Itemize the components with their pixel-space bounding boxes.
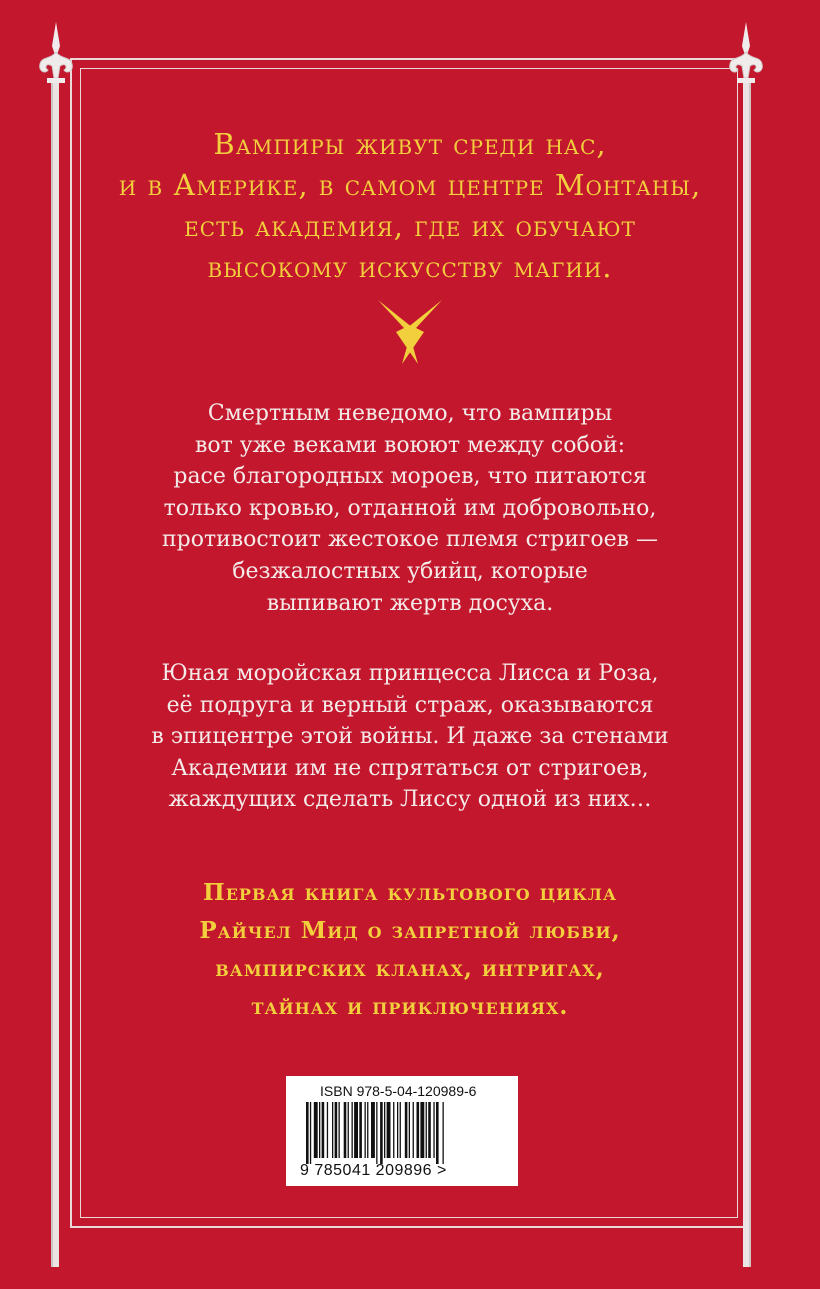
barcode-bar [348,1102,349,1158]
barcode-bar [332,1102,333,1158]
isbn-label: ISBN 978-5-04-120989-6 [320,1083,477,1099]
paragraph-line: только кровью, отданной им добровольно, [163,495,657,521]
barcode-bar [417,1102,420,1158]
barcode-bar [443,1102,444,1164]
barcode-bar [426,1102,427,1158]
barcode-bar [436,1102,439,1164]
barcode-bar [380,1102,383,1164]
barcode-bar [359,1102,362,1158]
barcode-bar [354,1102,358,1158]
barcode-bar [365,1102,366,1158]
paragraph-line: выпивают жертв досуха. [266,590,554,616]
barcode-bar [306,1102,309,1164]
headline [80,124,740,288]
paragraph-line: противостоит жестокое племя стригоев — [161,527,659,553]
barcode-bar [314,1102,318,1158]
barcode-bar [376,1102,377,1164]
paragraph-line: безжалостных убийц, которые [232,558,588,584]
barcode-bar [409,1102,410,1158]
paragraph-line: Смертным неведомо, что вампиры [207,401,613,426]
tagline [80,874,740,1026]
barcode-bar [352,1102,353,1158]
paragraph-line: вот уже веками воюют между собой: [194,432,626,458]
description-paragraph-2 [80,658,740,816]
crossed-lightning-icon [370,296,450,368]
paragraph-line: жаждущих сделать Лиссу одной из них… [168,787,652,813]
barcode-bar [367,1102,368,1158]
barcode-bar [405,1102,408,1158]
barcode-bar [310,1102,311,1164]
headline-line: высокому искусству магии. [207,250,613,284]
barcode-digits: 9 785041 209896 > [300,1162,447,1179]
paragraph-line: расе благородных мороев, что питаются [173,464,647,490]
barcode-bar [420,1102,424,1158]
paragraph-line: Юная моройская принцесса Лисса и Роза, [161,661,659,686]
barcode-bar [371,1102,375,1158]
tagline-line: тайнах и приключениях. [251,993,569,1020]
paragraph-line: Академии им не спрятаться от стригоев, [171,755,649,781]
barcode-bar [433,1102,434,1158]
barcode-bar [339,1102,340,1158]
barcode-bar [387,1102,391,1158]
barcode-bar [397,1102,398,1158]
barcode-bars [300,1102,504,1164]
barcode-bar [319,1102,320,1158]
barcode-bar [327,1102,328,1158]
paragraph-line: в эпицентре этой войны. И даже за стенами [151,724,669,750]
barcode-bar [400,1102,401,1158]
barcode-bar [335,1102,338,1158]
tagline-line: Первая книга культового цикла [203,879,617,906]
barcode-block [286,1076,518,1186]
barcode-bar [428,1102,431,1158]
headline-line: есть академия, где их обучают [184,209,636,243]
barcode-bar [393,1102,394,1158]
headline-line: и в Америке, в самом центре Монтаны, [118,168,702,202]
paragraph-line: её подруга и верный страж, оказываются [166,692,654,718]
barcode-bar [322,1102,325,1158]
barcode-bar [413,1102,414,1158]
barcode-bar [344,1102,347,1158]
headline-line: Вампиры живут среди нас, [213,127,607,161]
left-fleur-de-lis-pole-icon [36,22,76,1272]
barcode-bar [384,1102,385,1158]
description-paragraph-1 [80,398,740,619]
tagline-line: вампирских кланах, интригах, [215,955,605,982]
tagline-line: Райчел Мид о запретной любви, [199,917,621,944]
